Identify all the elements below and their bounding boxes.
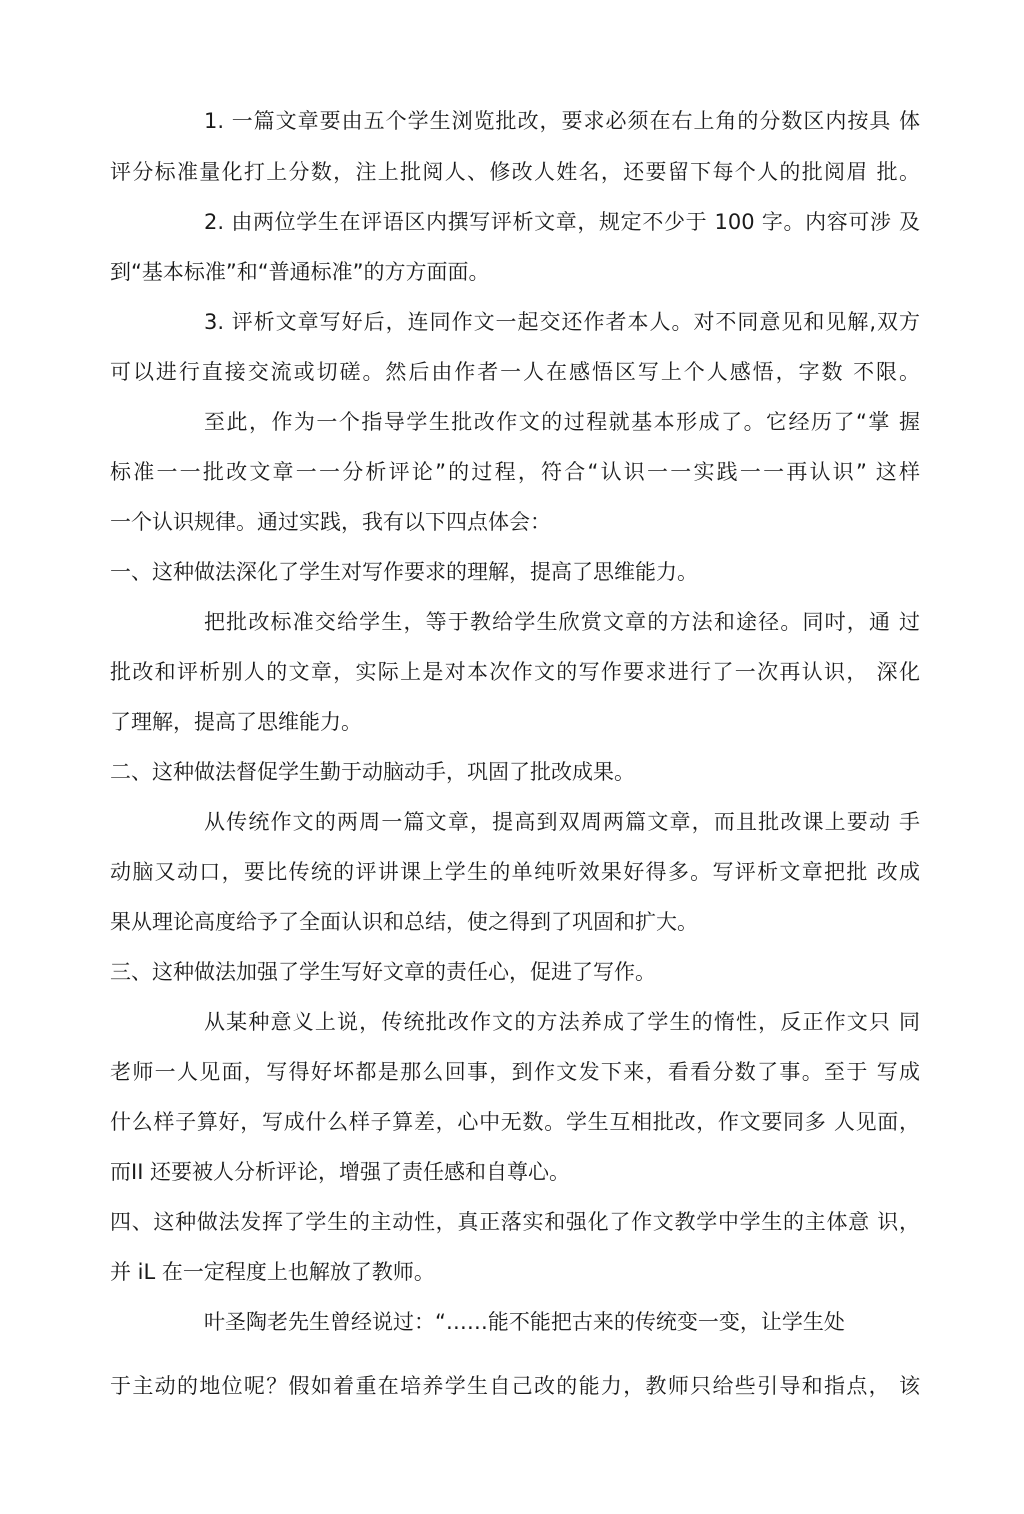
section-heading: 一、这种做法深化了学生对写作要求的理解，提高了思维能力。 [110,560,698,584]
text-line: 从某种意义上说，传统批改作文的方法养成了学生的惰性，反正作文只 同 [204,1010,920,1034]
text-line: 评分标准量化打上分数，注上批阅人、修改人姓名，还要留下每个人的批阅眉 批。 [110,160,920,184]
text-line: 至此，作为一个指导学生批改作文的过程就基本形成了。它经历了“掌 握 [204,410,920,434]
text-line: 一个认识规律。通过实践，我有以下四点体会： [110,510,551,534]
text-line: 而II 还要被人分析评论，增强了责任感和自尊心。 [110,1160,571,1184]
text-line: 什么样子算好，写成什么样子算差，心中无数。学生互相批改，作文要同多 人见面， [110,1110,920,1134]
text-line: 1. 一篇文章要由五个学生浏览批改，要求必须在右上角的分数区内按具 体 [204,109,920,133]
text-line: 果从理论高度给予了全面认识和总结，使之得到了巩固和扩大。 [110,910,698,934]
text-line: 从传统作文的两周一篇文章，提高到双周两篇文章，而且批改课上要动 手 [204,810,920,834]
section-heading: 四、这种做法发挥了学生的主动性，真正落实和强化了作文教学中学生的主体意 识， [110,1210,920,1234]
text-line: 标准一一批改文章一一分析评论”的过程，符合“认识一一实践一一再认识” 这样 [110,460,920,484]
text-line: 可以进行直接交流或切磋。然后由作者一人在感悟区写上个人感悟，字数 不限。 [110,360,920,384]
text-line: 了理解，提高了思维能力。 [110,710,362,734]
text-line: 批改和评析别人的文章，实际上是对本次作文的写作要求进行了一次再认识， 深化 [110,660,920,684]
text-line: 2. 由两位学生在评语区内撰写评析文章，规定不少于 100 字。内容可涉 及 [204,210,920,234]
section-heading: 三、这种做法加强了学生写好文章的责任心，促进了写作。 [110,960,656,984]
text-line: 把批改标准交给学生，等于教给学生欣赏文章的方法和途径。同吋，通 过 [204,610,920,634]
text-line: 动脑又动口，要比传统的评讲课上学生的单纯听效果好得多。写评析文章把批 改成 [110,860,920,884]
text-line: 于主动的地位呢？假如着重在培养学生自己改的能力，教师只给些引导和指点， 该 [110,1374,920,1398]
text-line: 并 iL 在一定程度上也解放了教师。 [110,1260,435,1284]
text-line: 叶圣陶老先生曾经说过：“……能不能把古来的传统变一变，让学生处 [204,1310,845,1334]
text-line: 3. 评析文章写好后，连同作文一起交还作者本人。对不同意见和见解,双方 [204,310,920,334]
section-heading: 二、这种做法督促学生勤于动脑动手，巩固了批改成果。 [110,760,635,784]
text-line: 到“基本标准”和“普通标准”的方方面面。 [110,260,490,284]
text-line: 老师一人见面，写得好坏都是那么回事，到作文发下来，看看分数了事。至于 写成 [110,1060,920,1084]
